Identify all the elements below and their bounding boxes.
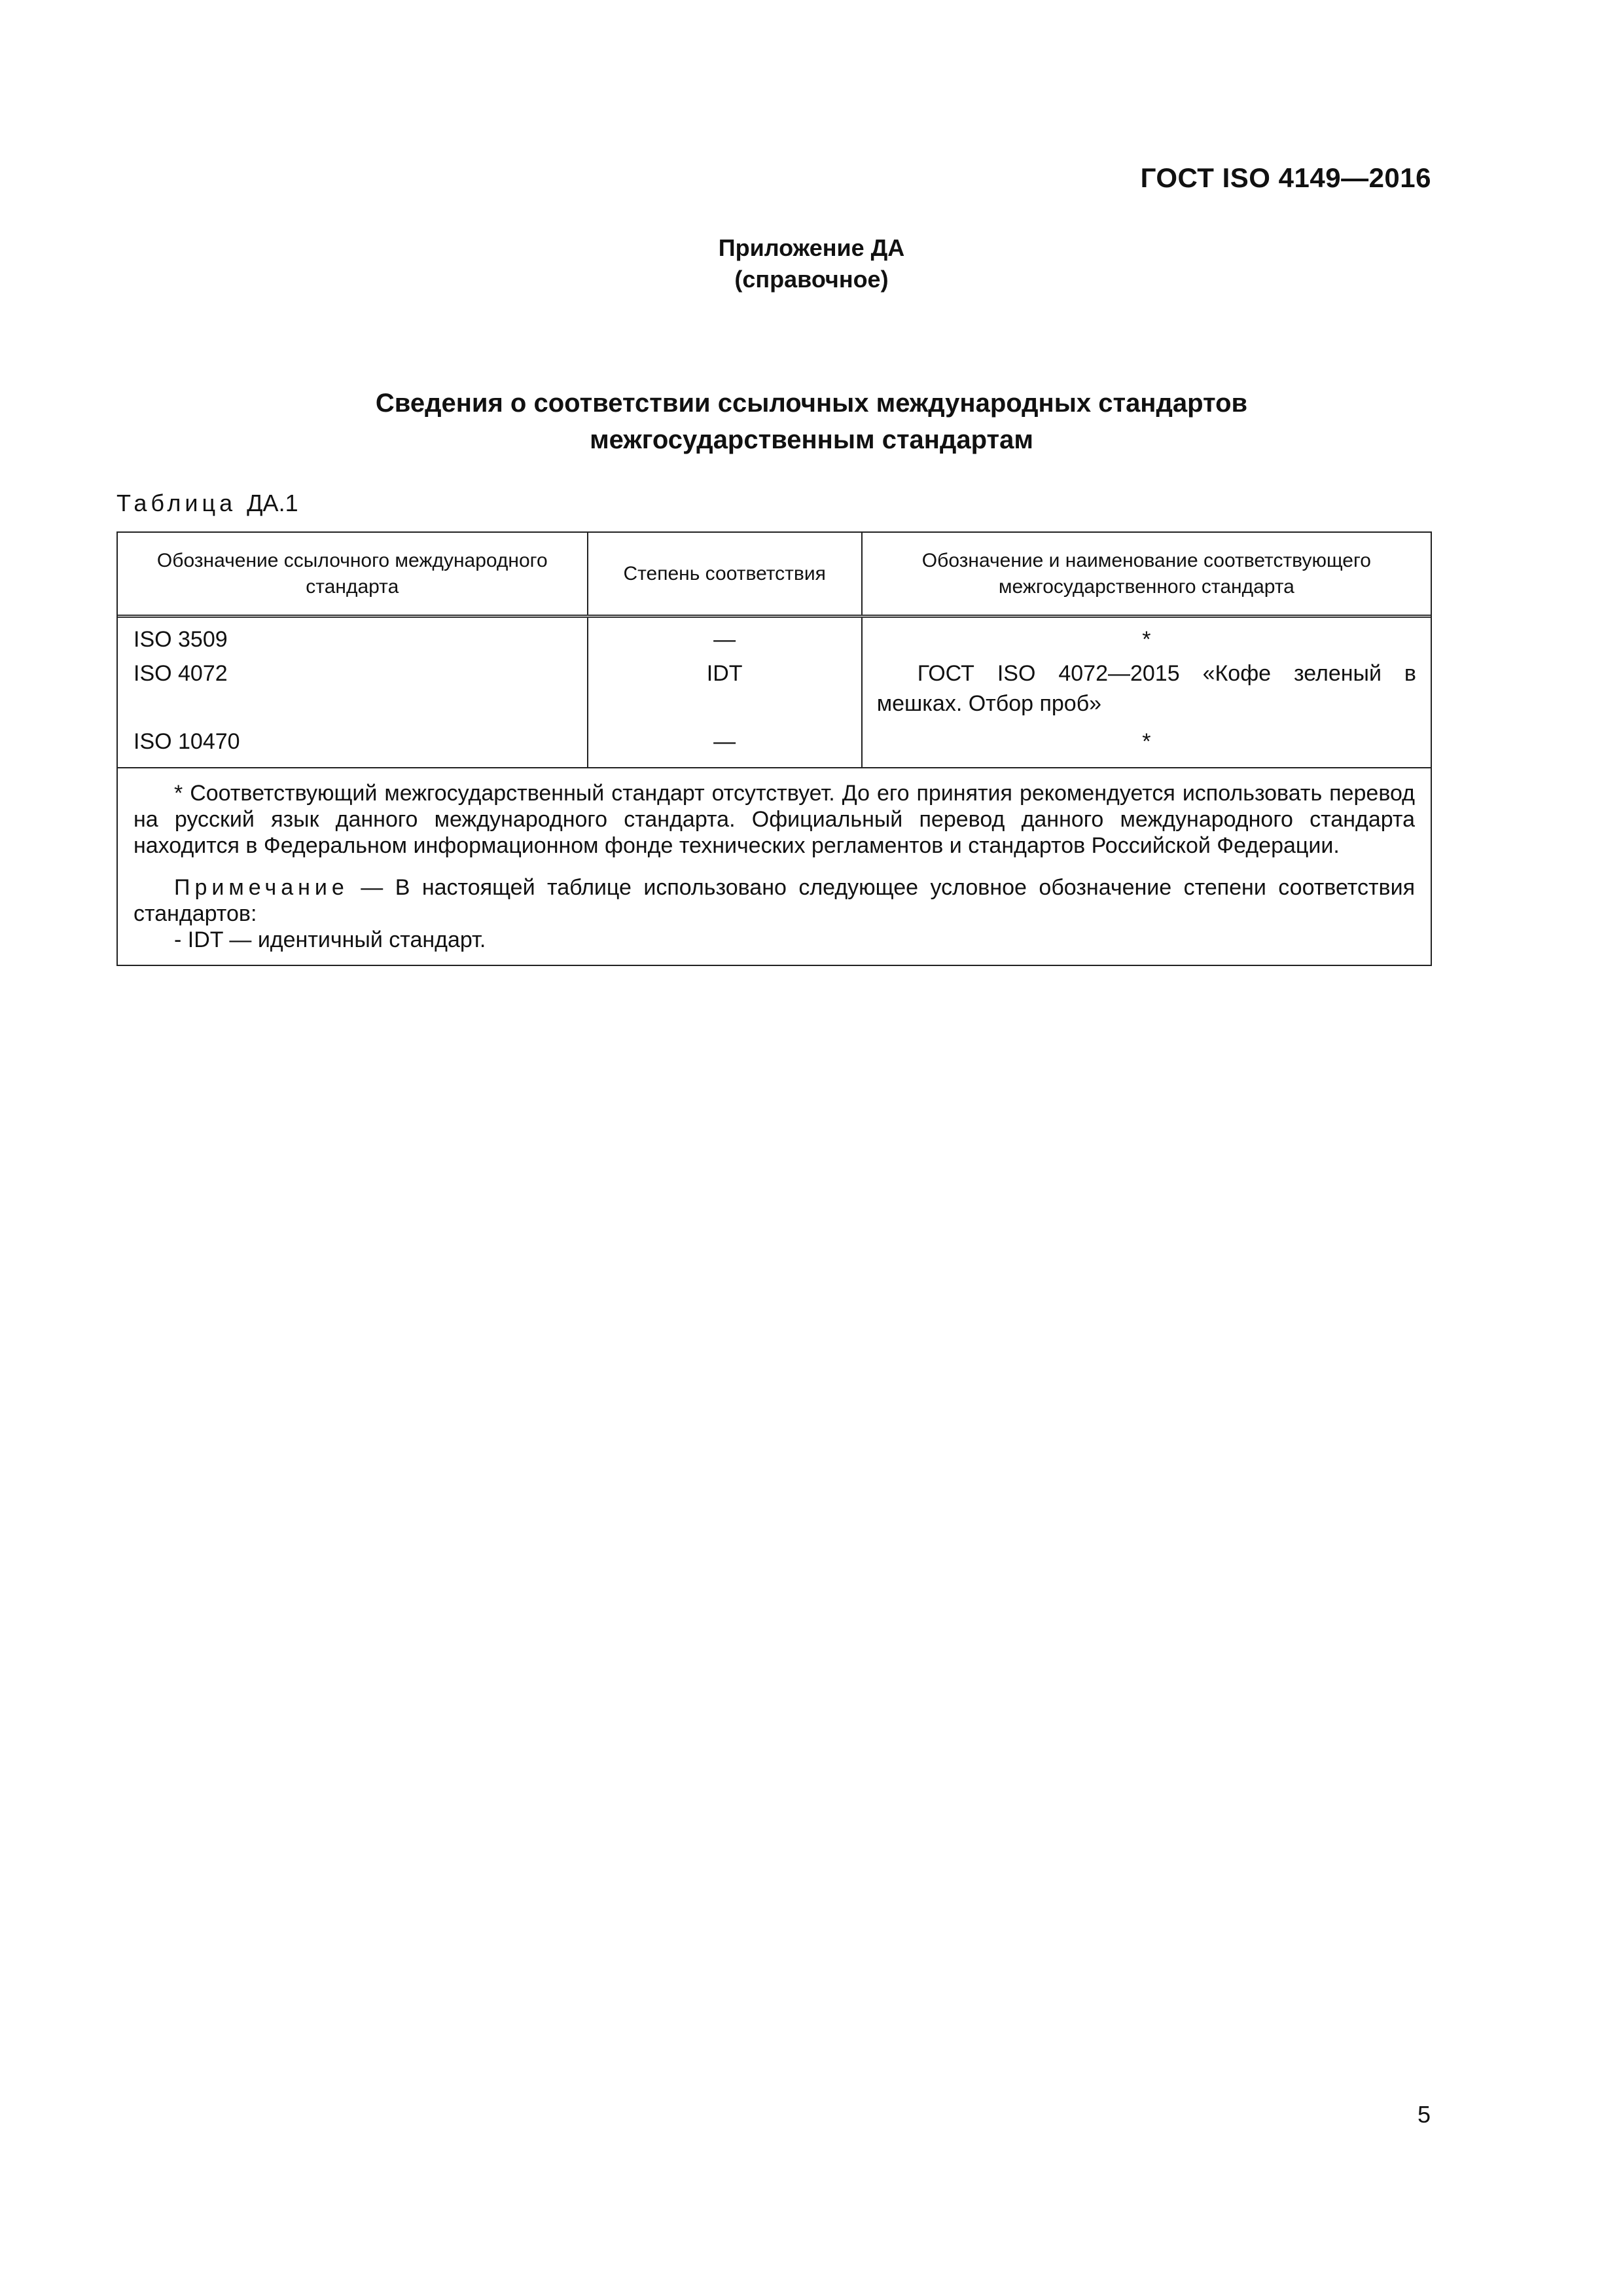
table-note xyxy=(134,874,1415,927)
table-cell-degree-row-2: IDT xyxy=(706,661,743,686)
header-interstate-standard: Обозначение и наименование соответствующего межгосударственного стандарта xyxy=(921,549,1371,598)
section-title-line-1: Сведения о соответствии ссылочных международных стандартов xyxy=(375,389,1248,418)
note-text: — В настоящей таблице использовано следующее условное обозначение степени соответствия стандартов: xyxy=(134,875,1415,926)
column-international-standard xyxy=(118,618,588,767)
header-international-standard: Обозначение ссылочного международного стандарта xyxy=(118,533,588,615)
document-code: ГОСТ ISO 4149—2016 xyxy=(1140,162,1431,193)
column-degree xyxy=(588,618,863,767)
table-cell-international-row-2: ISO 4072 xyxy=(134,661,228,686)
section-title-line-2: межгосударственным стандартам xyxy=(590,425,1033,454)
table-caption xyxy=(116,490,298,517)
page-number: 5 xyxy=(1417,2101,1431,2128)
table-body xyxy=(118,618,1431,768)
table-header-row xyxy=(118,533,1431,618)
appendix-subtitle: (справочное) xyxy=(734,266,889,293)
table-cell-interstate-row-1: * xyxy=(1142,627,1151,652)
table-caption-word: Таблица xyxy=(116,490,237,516)
table-cell-international-row-1: ISO 3509 xyxy=(134,627,228,652)
correspondence-table xyxy=(116,531,1432,966)
note-label: Примечание xyxy=(174,875,349,900)
table-footnote: * Соответствующий межгосударственный стандарт отсутствует. До его принятия рекомендуется использовать перевод на русский язык данного международного стандарта. Официальный перевод данного международного стандарта находится в Федеральном информационном фонде технических регламентов и стандартов Российской Федерации. xyxy=(134,781,1415,858)
column-interstate-standard xyxy=(863,618,1431,767)
table-cell-interstate-row-2: ГОСТ ISO 4072—2015 «Кофе зеленый в мешках. Отбор проб» xyxy=(876,661,1416,716)
table-cell-international-row-3: ISO 10470 xyxy=(134,729,240,754)
table-cell-degree-row-3: — xyxy=(713,729,736,754)
header-degree-of-correspondence: Степень соответствия xyxy=(588,533,863,615)
section-title xyxy=(0,385,1623,458)
appendix-heading xyxy=(0,232,1623,295)
table-cell-degree-row-1: — xyxy=(713,627,736,652)
appendix-title: Приложение ДА xyxy=(718,234,905,261)
note-item: - IDT — идентичный стандарт. xyxy=(174,927,486,952)
table-footnote-cell xyxy=(118,768,1431,965)
table-caption-number: ДА.1 xyxy=(247,490,298,516)
table-cell-interstate-row-3: * xyxy=(1142,729,1151,754)
